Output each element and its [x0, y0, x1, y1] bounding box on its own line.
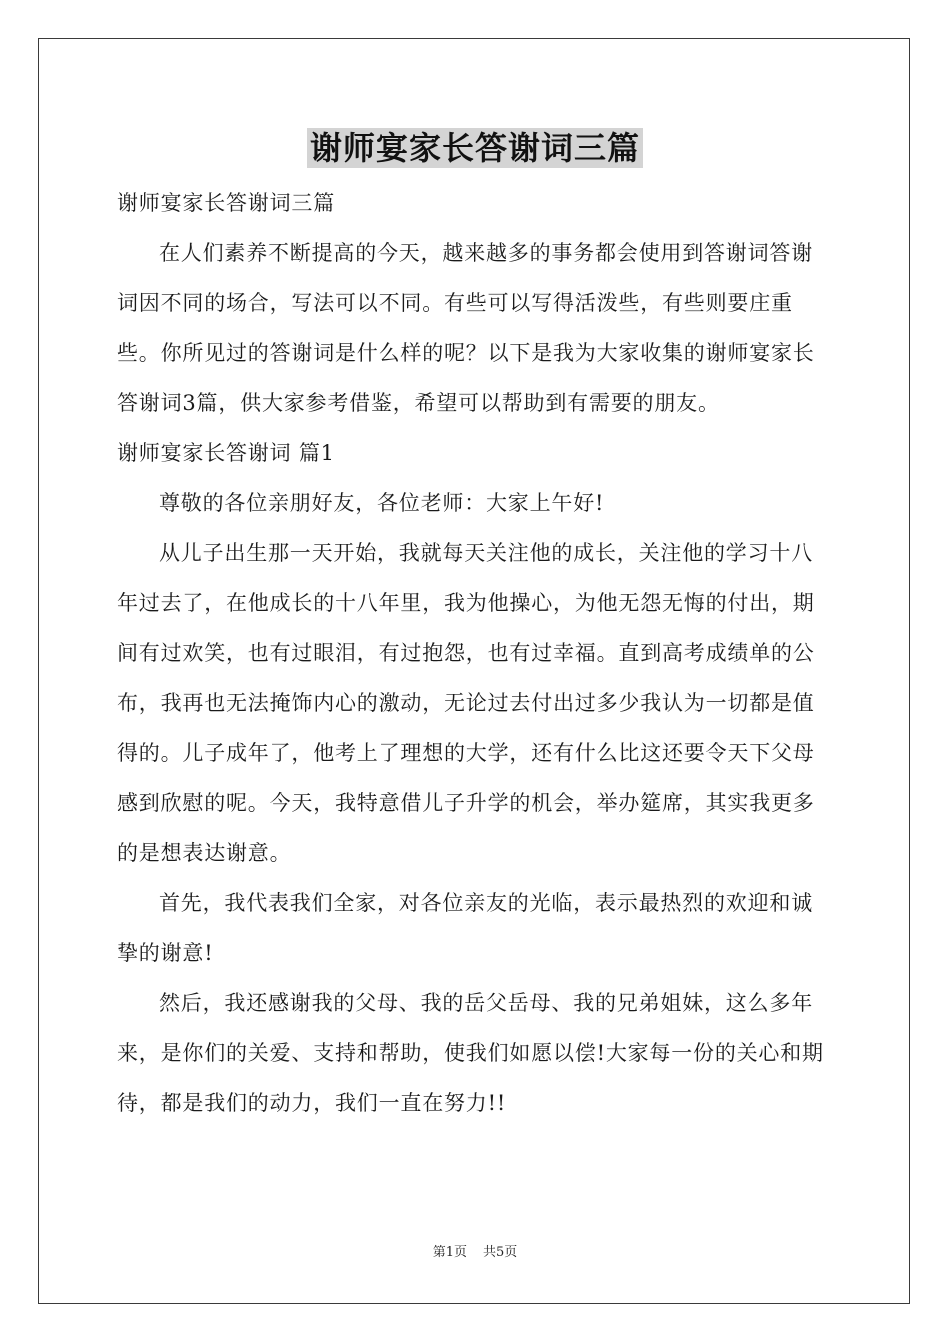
body-paragraph: 在人们素养不断提高的今天，越来越多的事务都会使用到答谢词答谢词因不同的场合，写法可以不同。有些可以写得活泼些，有些则要庄重些。你所见过的答谢词是什么样的呢？以下是我为大家收集的谢师宴家长答谢词3篇，供大家参考借鉴，希望可以帮助到有需要的朋友。 [117, 241, 815, 415]
body-paragraph: 尊敬的各位亲朋好友，各位老师：大家上午好! [159, 491, 605, 515]
body-paragraph: 首先，我代表我们全家，对各位亲友的光临，表示最热烈的欢迎和诚挚的谢意! [117, 891, 813, 965]
page-total: 共5页 [483, 1245, 518, 1260]
document-body [117, 178, 833, 1128]
body-paragraph: 从儿子出生那一天开始，我就每天关注他的成长，关注他的学习十八年过去了，在他成长的十八年里，我为他操心，为他无怨无悔的付出，期间有过欢笑，也有过眼泪，有过抱怨，也有过幸福。直到高考成绩单的公布，我再也无法掩饰内心的激动，无论过去付出过多少我认为一切都是值得的。儿子成年了，他考上了理想的大学，还有什么比这还要令天下父母感到欣慰的呢。今天，我特意借儿子升学的机会，举办筵席，其实我更多的是想表达谢意。 [117, 541, 815, 865]
document-title: 谢师宴家长答谢词三篇 [307, 128, 643, 168]
page-number: 第1页 [432, 1245, 467, 1260]
title-container [0, 128, 950, 168]
body-paragraph: 谢师宴家长答谢词三篇 [117, 191, 335, 215]
section-heading: 谢师宴家长答谢词 篇1 [117, 441, 335, 465]
page-footer [0, 1244, 950, 1262]
body-paragraph: 然后，我还感谢我的父母、我的岳父岳母、我的兄弟姐妹，这么多年来，是你们的关爱、支持和帮助，使我们如愿以偿!大家每一份的关心和期待，都是我们的动力，我们一直在努力!! [117, 991, 824, 1115]
